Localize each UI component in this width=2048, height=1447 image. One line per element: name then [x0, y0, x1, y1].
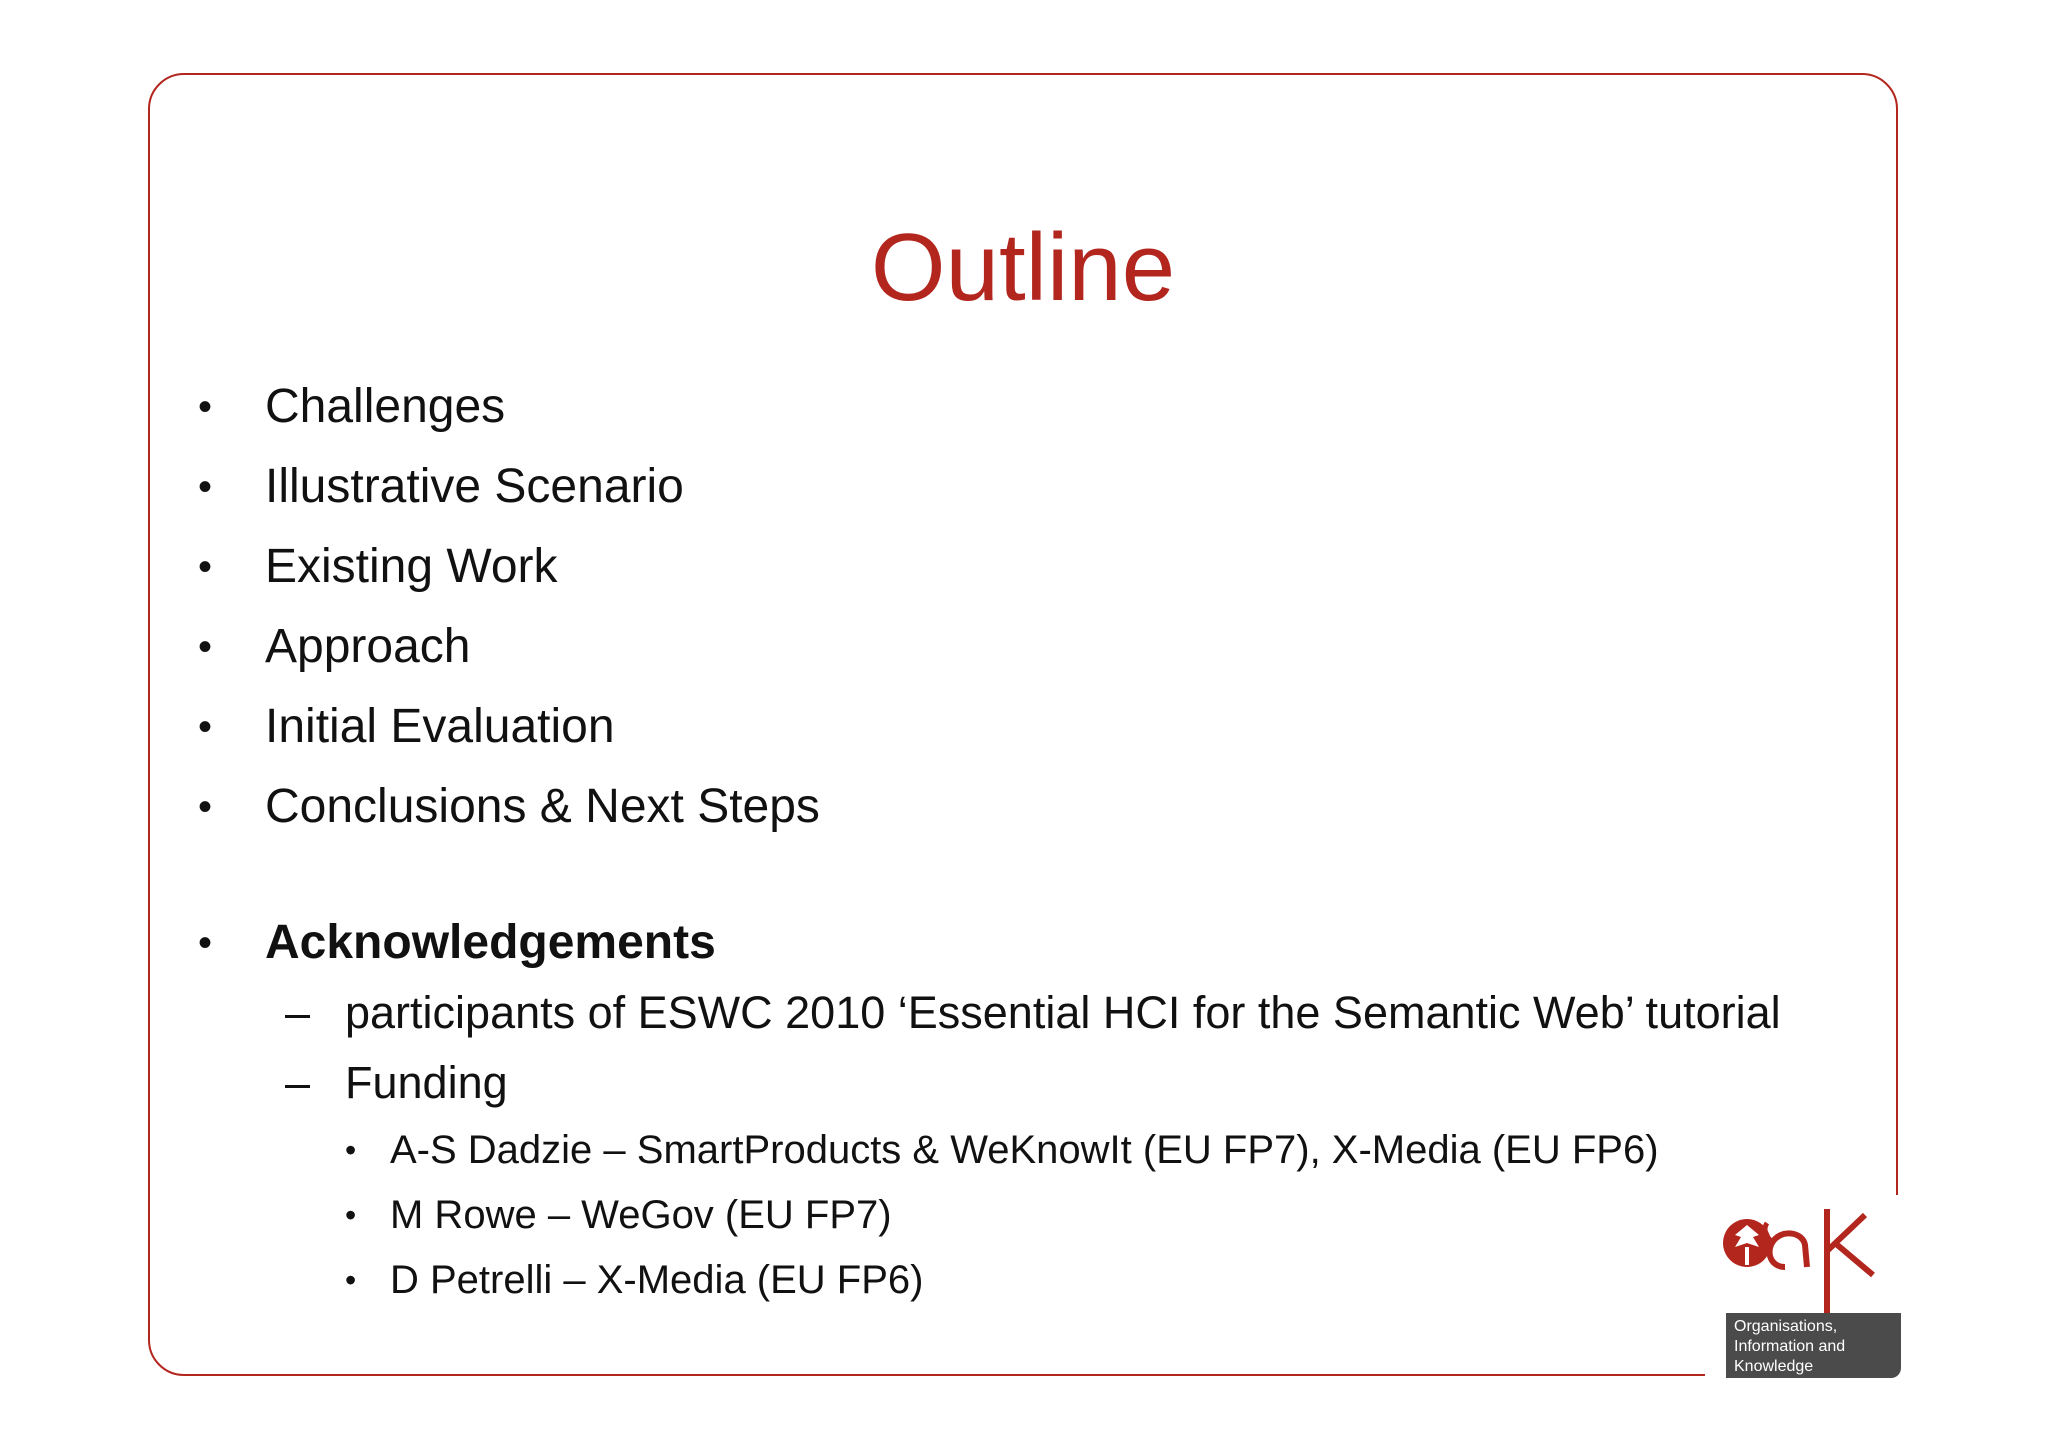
acknowledgements-heading-label: Acknowledgements — [265, 916, 716, 969]
outline-item — [195, 692, 820, 772]
bullet-icon: • — [197, 465, 212, 509]
acknowledgement-item-label: participants of ESWC 2010 ‘Essential HCI for the Semantic Web’ tutorial — [345, 987, 1781, 1038]
outline-list — [195, 372, 820, 852]
acknowledgement-item — [285, 1048, 1781, 1118]
bullet-icon: • — [197, 705, 212, 749]
bullet-icon: • — [197, 625, 212, 669]
bullet-icon: • — [345, 1197, 357, 1233]
bullet-icon: • — [345, 1262, 357, 1298]
outline-item-label: Conclusions & Next Steps — [265, 780, 820, 833]
logo-text-line: Information and — [1734, 1338, 1846, 1355]
slide-title: Outline — [870, 214, 1176, 321]
funding-item-label: D Petrelli – X-Media (EU FP6) — [390, 1258, 924, 1302]
dash-icon: – — [285, 1057, 311, 1108]
bullet-icon: • — [197, 785, 212, 829]
bullet-icon: • — [197, 921, 212, 965]
acknowledgement-item-label: Funding — [345, 1057, 508, 1108]
bullet-icon: • — [197, 545, 212, 589]
logo-text-line: Organisations, — [1734, 1318, 1838, 1335]
bullet-icon: • — [197, 385, 212, 429]
outline-item — [195, 532, 820, 612]
outline-item-label: Challenges — [265, 380, 506, 433]
dash-icon: – — [285, 987, 311, 1038]
acknowledgements-heading — [195, 908, 1691, 978]
funding-list — [345, 1118, 1841, 1313]
logo-text-line: Knowledge — [1734, 1358, 1814, 1375]
funding-item — [345, 1248, 1841, 1313]
funding-item-label: A-S Dadzie – SmartProducts & WeKnowIt (EU FP7), X-Media (EU FP6) — [390, 1128, 1659, 1172]
funding-item — [345, 1183, 1841, 1248]
outline-item — [195, 372, 820, 452]
funding-item — [345, 1118, 1841, 1183]
outline-item — [195, 612, 820, 692]
acknowledgement-item — [285, 978, 1781, 1048]
outline-item-label: Illustrative Scenario — [265, 460, 684, 513]
bullet-icon: • — [345, 1132, 357, 1168]
funding-item-label: M Rowe – WeGov (EU FP7) — [390, 1193, 892, 1237]
outline-item — [195, 772, 820, 852]
oak-logo — [1705, 1195, 1901, 1385]
outline-item-label: Approach — [265, 620, 471, 673]
logo-text-box — [1726, 1313, 1901, 1378]
outline-item-label: Initial Evaluation — [265, 700, 615, 753]
oak-logo-icon — [1715, 1205, 1895, 1315]
outline-item-label: Existing Work — [265, 540, 558, 593]
outline-item — [195, 452, 820, 532]
acknowledgements-list — [285, 978, 1781, 1118]
acknowledgements-section — [195, 908, 1781, 1313]
